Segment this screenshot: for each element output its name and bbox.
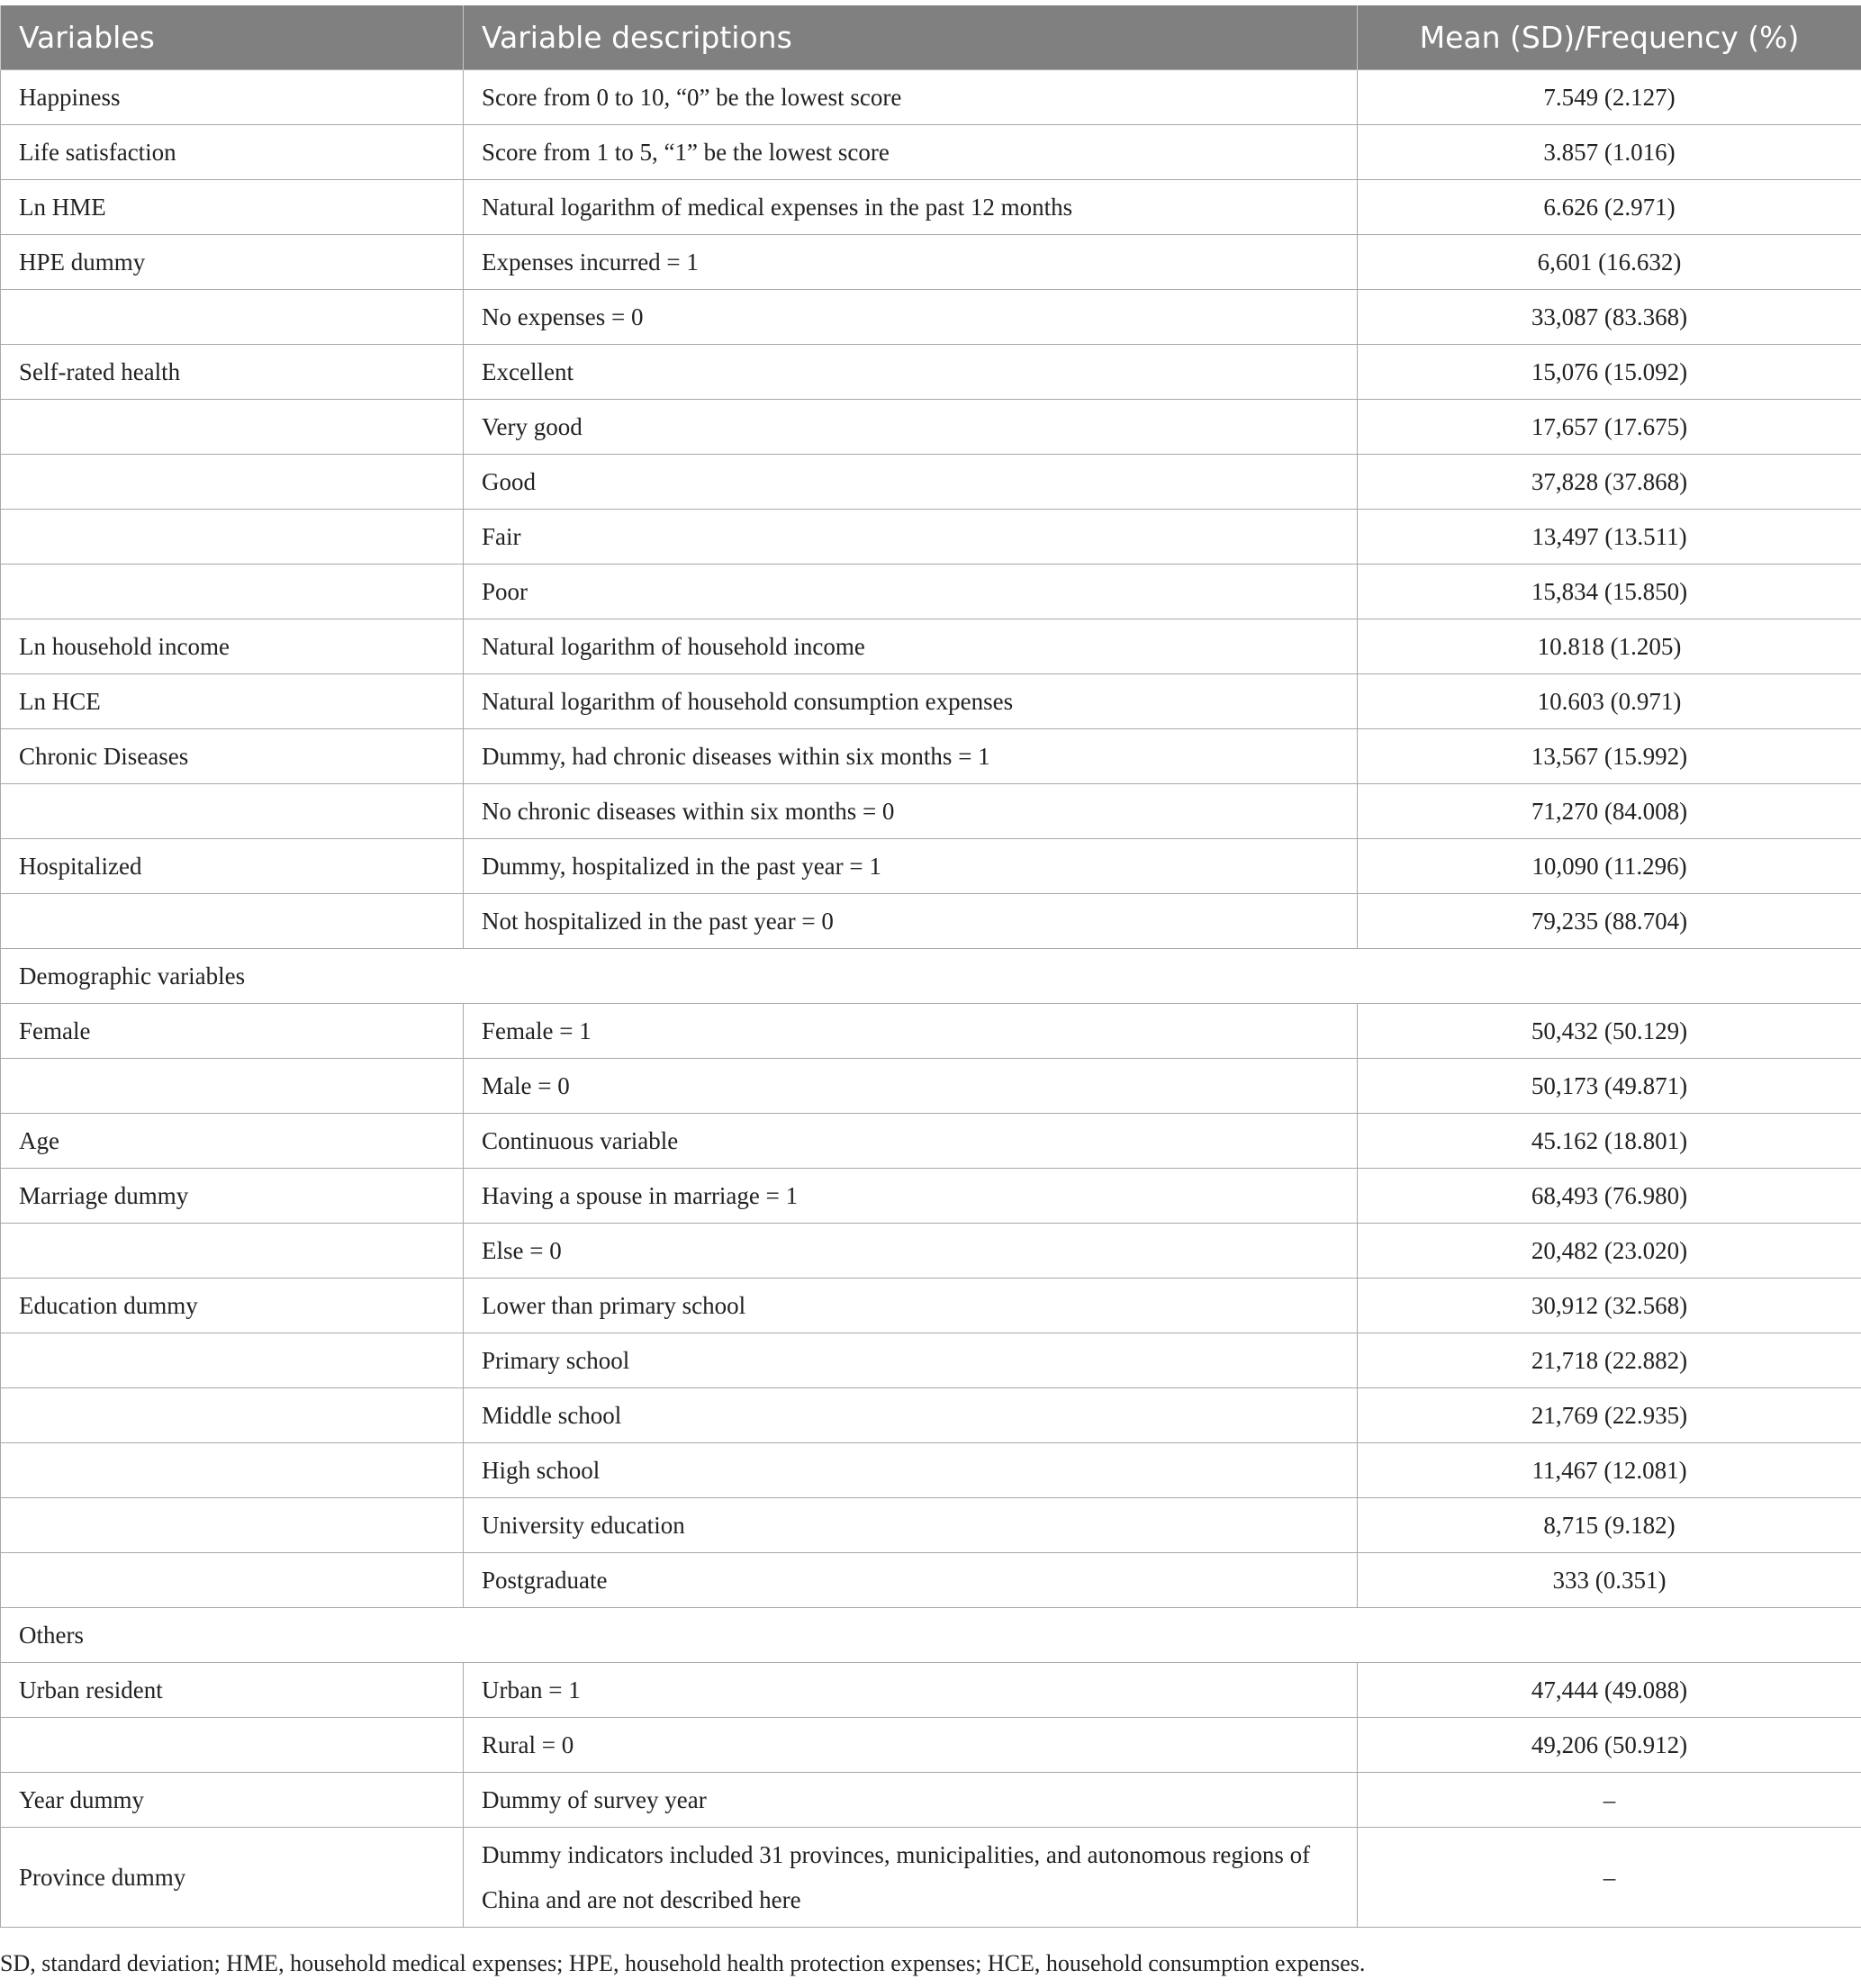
mean-frequency-cell: 11,467 (12.081) [1358, 1443, 1861, 1498]
variable-name-cell: Year dummy [1, 1773, 464, 1828]
variable-name-cell [1, 1553, 464, 1608]
mean-frequency-cell: 13,567 (15.992) [1358, 729, 1861, 784]
table-row [1, 235, 1861, 290]
header-variables: Variables [1, 5, 464, 70]
section-label: Demographic variables [1, 949, 1861, 1004]
section-row [1, 949, 1861, 1004]
mean-frequency-cell: 21,718 (22.882) [1358, 1333, 1861, 1388]
variable-name-cell [1, 1333, 464, 1388]
mean-frequency-cell: 7.549 (2.127) [1358, 70, 1861, 125]
mean-frequency-cell: 3.857 (1.016) [1358, 125, 1861, 180]
mean-frequency-cell: 50,173 (49.871) [1358, 1059, 1861, 1114]
mean-frequency-cell: 10,090 (11.296) [1358, 839, 1861, 894]
variable-description-cell: Male = 0 [464, 1059, 1358, 1114]
mean-frequency-cell: 50,432 (50.129) [1358, 1004, 1861, 1059]
variable-name-cell [1, 1498, 464, 1553]
variable-description-cell: Middle school [464, 1388, 1358, 1443]
variable-name-cell: Marriage dummy [1, 1169, 464, 1224]
mean-frequency-cell: 10.603 (0.971) [1358, 674, 1861, 729]
variable-description-cell: Postgraduate [464, 1553, 1358, 1608]
mean-frequency-cell: 33,087 (83.368) [1358, 290, 1861, 345]
table-row [1, 1059, 1861, 1114]
variable-name-cell: Female [1, 1004, 464, 1059]
variable-name-cell [1, 1443, 464, 1498]
table-row [1, 400, 1861, 455]
variable-description-cell: Poor [464, 565, 1358, 619]
variable-description-cell: Dummy of survey year [464, 1773, 1358, 1828]
table-row [1, 1114, 1861, 1169]
mean-frequency-cell: 68,493 (76.980) [1358, 1169, 1861, 1224]
section-row [1, 1608, 1861, 1663]
variable-description-cell: Lower than primary school [464, 1279, 1358, 1333]
table-row [1, 455, 1861, 510]
header-row [1, 5, 1861, 70]
table-row [1, 729, 1861, 784]
variable-description-cell: Dummy indicators included 31 provinces, municipalities, and autonomous regions of China and are not described here [464, 1828, 1358, 1928]
variable-name-cell: Province dummy [1, 1828, 464, 1928]
mean-frequency-cell: 10.818 (1.205) [1358, 619, 1861, 674]
variable-description-cell: Expenses incurred = 1 [464, 235, 1358, 290]
variable-name-cell: Hospitalized [1, 839, 464, 894]
table-row [1, 70, 1861, 125]
table-header [1, 5, 1861, 70]
variable-name-cell [1, 784, 464, 839]
variable-description-cell: University education [464, 1498, 1358, 1553]
variable-description-cell: Primary school [464, 1333, 1358, 1388]
mean-frequency-cell: 15,076 (15.092) [1358, 345, 1861, 400]
variable-description-cell: Natural logarithm of household income [464, 619, 1358, 674]
table-row [1, 1004, 1861, 1059]
variable-name-cell [1, 1388, 464, 1443]
variable-name-cell: Ln household income [1, 619, 464, 674]
mean-frequency-cell: 333 (0.351) [1358, 1553, 1861, 1608]
variable-description-cell: Natural logarithm of medical expenses in the past 12 months [464, 180, 1358, 235]
mean-frequency-cell: 6.626 (2.971) [1358, 180, 1861, 235]
variable-name-cell: Education dummy [1, 1279, 464, 1333]
variable-description-cell: Fair [464, 510, 1358, 565]
variable-description-cell: No chronic diseases within six months = 0 [464, 784, 1358, 839]
table-row [1, 290, 1861, 345]
table-row [1, 1553, 1861, 1608]
variable-name-cell [1, 565, 464, 619]
mean-frequency-cell: 15,834 (15.850) [1358, 565, 1861, 619]
table-row [1, 1169, 1861, 1224]
table-row [1, 1663, 1861, 1718]
table-row [1, 1773, 1861, 1828]
mean-frequency-cell: 30,912 (32.568) [1358, 1279, 1861, 1333]
table-row [1, 619, 1861, 674]
variable-name-cell: Happiness [1, 70, 464, 125]
table-row [1, 1333, 1861, 1388]
variable-description-cell: Good [464, 455, 1358, 510]
variable-name-cell [1, 1224, 464, 1279]
table-row [1, 894, 1861, 949]
header-variable-descriptions: Variable descriptions [464, 5, 1358, 70]
variable-name-cell: HPE dummy [1, 235, 464, 290]
table-row [1, 1443, 1861, 1498]
mean-frequency-cell: 79,235 (88.704) [1358, 894, 1861, 949]
variable-name-cell [1, 510, 464, 565]
mean-frequency-cell: 6,601 (16.632) [1358, 235, 1861, 290]
mean-frequency-cell: – [1358, 1828, 1861, 1928]
variable-name-cell: Urban resident [1, 1663, 464, 1718]
variable-description-cell: Else = 0 [464, 1224, 1358, 1279]
mean-frequency-cell: 8,715 (9.182) [1358, 1498, 1861, 1553]
variable-name-cell [1, 400, 464, 455]
variable-description-cell: Dummy, hospitalized in the past year = 1 [464, 839, 1358, 894]
variable-name-cell: Ln HME [1, 180, 464, 235]
variable-description-cell: Having a spouse in marriage = 1 [464, 1169, 1358, 1224]
variable-description-cell: High school [464, 1443, 1358, 1498]
variable-description-cell: Dummy, had chronic diseases within six months = 1 [464, 729, 1358, 784]
variable-description-cell: Rural = 0 [464, 1718, 1358, 1773]
variable-description-cell: Not hospitalized in the past year = 0 [464, 894, 1358, 949]
table-row [1, 1828, 1861, 1928]
variable-name-cell [1, 455, 464, 510]
variable-name-cell [1, 1718, 464, 1773]
variable-name-cell [1, 1059, 464, 1114]
table-row [1, 784, 1861, 839]
table-row [1, 125, 1861, 180]
variable-name-cell: Ln HCE [1, 674, 464, 729]
mean-frequency-cell: 17,657 (17.675) [1358, 400, 1861, 455]
mean-frequency-cell: 37,828 (37.868) [1358, 455, 1861, 510]
table-row [1, 1718, 1861, 1773]
table-row [1, 180, 1861, 235]
table-row [1, 674, 1861, 729]
table-row [1, 510, 1861, 565]
table-row [1, 1498, 1861, 1553]
variable-description-cell: Score from 1 to 5, “1” be the lowest score [464, 125, 1358, 180]
mean-frequency-cell: 49,206 (50.912) [1358, 1718, 1861, 1773]
variables-table-container [0, 5, 1861, 1928]
variable-description-cell: Continuous variable [464, 1114, 1358, 1169]
table-row [1, 1388, 1861, 1443]
section-label: Others [1, 1608, 1861, 1663]
variable-description-cell: No expenses = 0 [464, 290, 1358, 345]
mean-frequency-cell: 71,270 (84.008) [1358, 784, 1861, 839]
table-body [1, 70, 1861, 1928]
variable-name-cell: Life satisfaction [1, 125, 464, 180]
table-row [1, 565, 1861, 619]
variable-name-cell: Chronic Diseases [1, 729, 464, 784]
mean-frequency-cell: 20,482 (23.020) [1358, 1224, 1861, 1279]
table-row [1, 345, 1861, 400]
mean-frequency-cell: 47,444 (49.088) [1358, 1663, 1861, 1718]
table-footnote: SD, standard deviation; HME, household medical expenses; HPE, household health protection expenses; HCE, household consumption expenses. [0, 1950, 1366, 1976]
variable-description-cell: Very good [464, 400, 1358, 455]
mean-frequency-cell: 45.162 (18.801) [1358, 1114, 1861, 1169]
variable-name-cell [1, 290, 464, 345]
variable-name-cell [1, 894, 464, 949]
variable-name-cell: Age [1, 1114, 464, 1169]
variable-name-cell: Self-rated health [1, 345, 464, 400]
header-mean-frequency: Mean (SD)/Frequency (%) [1358, 5, 1861, 70]
variable-description-cell: Female = 1 [464, 1004, 1358, 1059]
mean-frequency-cell: – [1358, 1773, 1861, 1828]
table-row [1, 839, 1861, 894]
mean-frequency-cell: 21,769 (22.935) [1358, 1388, 1861, 1443]
table-row [1, 1279, 1861, 1333]
variables-table [0, 5, 1861, 1928]
variable-description-cell: Natural logarithm of household consumption expenses [464, 674, 1358, 729]
table-row [1, 1224, 1861, 1279]
variable-description-cell: Score from 0 to 10, “0” be the lowest score [464, 70, 1358, 125]
variable-description-cell: Urban = 1 [464, 1663, 1358, 1718]
variable-description-cell: Excellent [464, 345, 1358, 400]
mean-frequency-cell: 13,497 (13.511) [1358, 510, 1861, 565]
